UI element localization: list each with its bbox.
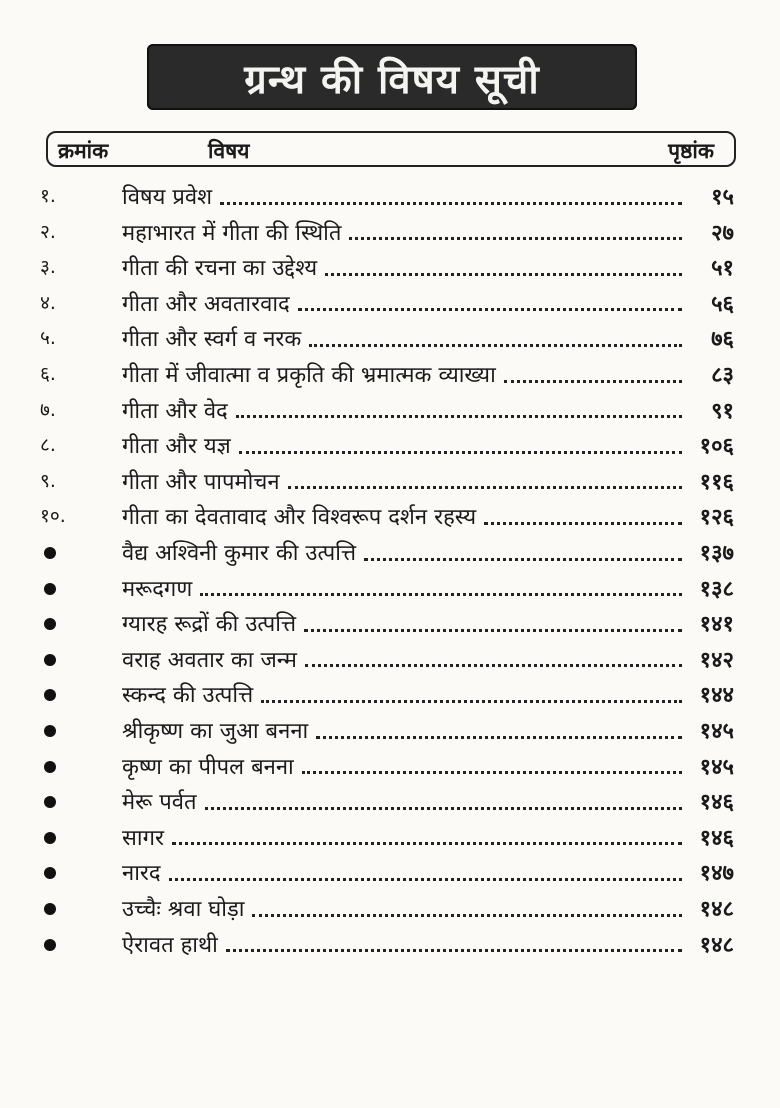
bullet-icon — [44, 903, 56, 915]
bullet-icon — [44, 618, 56, 630]
toc-row-number: २. — [40, 220, 56, 243]
bullet-icon — [44, 832, 56, 844]
toc-row-page: १४६ — [699, 825, 734, 851]
toc-row-page: १२६ — [699, 505, 734, 531]
toc-row-label: विषय प्रवेश — [122, 185, 213, 210]
toc-row[interactable] — [0, 748, 780, 784]
toc-row-page: १३७ — [699, 541, 734, 566]
bullet-icon — [44, 761, 56, 773]
toc-row[interactable] — [0, 463, 780, 499]
toc-entry — [122, 890, 734, 926]
toc-row-page: १४२ — [699, 647, 734, 673]
dot-leader — [484, 522, 682, 525]
toc-entry — [122, 427, 734, 463]
toc-row[interactable] — [0, 641, 780, 677]
toc-row-page: २७ — [711, 220, 734, 246]
toc-row-page: १३८ — [699, 576, 734, 602]
toc-row-page: १४१ — [699, 612, 734, 638]
bullet-icon — [44, 939, 56, 951]
toc-row-label: उच्चैः श्रवा घोड़ा — [122, 897, 245, 922]
toc-row-label: महाभारत में गीता की स्थिति — [122, 220, 342, 246]
dot-leader — [261, 700, 682, 703]
toc-row-label: गीता और अवतारवाद — [122, 291, 290, 317]
toc-row-label: गीता और वेद — [122, 398, 228, 424]
toc-row[interactable] — [0, 498, 780, 534]
toc-entry — [122, 819, 734, 855]
dot-leader — [304, 629, 682, 632]
header-prishthank: पृष्ठांक — [668, 139, 714, 163]
toc-row-number: ७. — [40, 398, 56, 421]
toc-entry — [122, 392, 734, 428]
dot-leader — [302, 771, 682, 774]
toc-row-number: ५. — [40, 327, 56, 350]
toc-row-label: श्रीकृष्ण का जुआ बनना — [122, 719, 309, 744]
toc-entry — [122, 285, 734, 321]
toc-row[interactable] — [0, 890, 780, 926]
toc-row-page: ९१ — [711, 398, 734, 424]
toc-row-page: १४८ — [699, 932, 734, 958]
toc-row-number: १. — [40, 185, 56, 207]
dot-leader — [220, 202, 682, 205]
toc-row-label: स्कन्द की उत्पत्ति — [122, 683, 254, 709]
dot-leader — [172, 842, 682, 845]
toc-entry — [122, 641, 734, 677]
toc-entry — [122, 463, 734, 499]
toc-row[interactable] — [0, 285, 780, 321]
toc-row[interactable] — [0, 534, 780, 570]
page-title: ग्रन्थ की विषय सूची — [244, 56, 540, 103]
toc-entry — [122, 926, 734, 962]
title-banner — [147, 44, 637, 110]
toc-row[interactable] — [0, 214, 780, 250]
header-vishay: विषय — [208, 139, 250, 163]
toc-entry — [122, 214, 734, 250]
toc-row-label: गीता और पापमोचन — [122, 469, 280, 495]
bullet-icon — [44, 689, 56, 701]
toc-row-page: १४५ — [699, 754, 734, 780]
toc-row-label: गीता और स्वर्ग व नरक — [122, 327, 302, 353]
toc-entry — [122, 570, 734, 606]
toc-row-page: १०६ — [699, 434, 734, 460]
toc-entry — [122, 498, 734, 534]
toc-row-page: १४५ — [699, 719, 734, 744]
toc-row-label: गीता और यज्ञ — [122, 434, 231, 460]
toc-entry — [122, 676, 734, 712]
toc-row-label: गीता की रचना का उद्देश्य — [122, 256, 318, 282]
toc-row-label: ग्यारह रूद्रों की उत्पत्ति — [122, 612, 297, 638]
header-kramank: क्रमांक — [58, 139, 109, 163]
toc-entry — [122, 356, 734, 392]
toc-entry — [122, 178, 734, 214]
dot-leader — [169, 878, 682, 881]
toc-row-page: १५ — [711, 185, 734, 210]
toc-row[interactable] — [0, 854, 780, 890]
toc-row-label: कृष्ण का पीपल बनना — [122, 754, 294, 780]
toc-row-label: वैद्य अश्विनी कुमार की उत्पत्ति — [122, 541, 357, 566]
toc-row-number: ६. — [40, 363, 56, 385]
dot-leader — [349, 237, 682, 240]
toc-entry — [122, 249, 734, 285]
toc-row-page: १४७ — [699, 861, 734, 887]
toc-row[interactable] — [0, 712, 780, 748]
toc-row-label: मरूदगण — [122, 576, 193, 602]
toc-row[interactable] — [0, 178, 780, 214]
toc-row-page: ५१ — [711, 256, 734, 282]
bullet-icon — [44, 867, 56, 879]
toc-row-label: वराह अवतार का जन्म — [122, 647, 297, 673]
toc-row[interactable] — [0, 320, 780, 356]
toc-entry — [122, 320, 734, 356]
toc-row-number: ९. — [40, 469, 56, 492]
toc-row-page: ८३ — [711, 363, 734, 388]
dot-leader — [298, 308, 682, 311]
toc-entry — [122, 783, 734, 819]
dot-leader — [252, 914, 682, 917]
dot-leader — [316, 736, 682, 739]
dot-leader — [305, 664, 682, 667]
toc-row-page: ११६ — [699, 469, 734, 495]
toc-row[interactable] — [0, 783, 780, 819]
toc-row-label: गीता का देवतावाद और विश्वरूप दर्शन रहस्य — [122, 505, 477, 531]
toc-row[interactable] — [0, 249, 780, 285]
toc-row-number: ८. — [40, 434, 56, 457]
toc-header — [46, 131, 736, 167]
toc-entry — [122, 748, 734, 784]
toc-row[interactable] — [0, 427, 780, 463]
bullet-icon — [44, 725, 56, 737]
toc-entry — [122, 605, 734, 641]
toc-row[interactable] — [0, 605, 780, 641]
toc-row-page: ७६ — [711, 327, 734, 353]
toc-row-label: गीता में जीवात्मा व प्रकृति की भ्रमात्मक व्याख्या — [122, 363, 496, 388]
toc-row[interactable] — [0, 819, 780, 855]
toc-row-page: १४४ — [699, 683, 734, 709]
toc-row-label: मेरू पर्वत — [122, 790, 197, 816]
dot-leader — [288, 486, 682, 489]
dot-leader — [364, 558, 682, 561]
toc-row[interactable] — [0, 392, 780, 428]
dot-leader — [226, 949, 682, 952]
toc-row[interactable] — [0, 356, 780, 392]
toc-row[interactable] — [0, 676, 780, 712]
toc-row-number: १०. — [40, 505, 66, 528]
toc-row-page: १४६ — [699, 790, 734, 816]
toc-row-page: १४८ — [699, 897, 734, 922]
toc-row-label: नारद — [122, 861, 161, 887]
toc-row[interactable] — [0, 926, 780, 962]
dot-leader — [309, 344, 682, 347]
toc-row[interactable] — [0, 570, 780, 606]
toc-row-label: ऐरावत हाथी — [122, 932, 218, 958]
toc-entry — [122, 534, 734, 570]
toc-row-number: ४. — [40, 291, 56, 314]
dot-leader — [236, 415, 682, 418]
toc-row-page: ५६ — [711, 291, 734, 317]
toc-row-label: सागर — [122, 825, 164, 851]
toc-entry — [122, 712, 734, 748]
bullet-icon — [44, 547, 56, 559]
dot-leader — [200, 593, 682, 596]
toc-row-number: ३. — [40, 256, 56, 279]
dot-leader — [205, 807, 682, 810]
dot-leader — [504, 380, 682, 383]
dot-leader — [325, 273, 682, 276]
bullet-icon — [44, 583, 56, 595]
bullet-icon — [44, 654, 56, 666]
dot-leader — [239, 451, 682, 454]
toc-entry — [122, 854, 734, 890]
bullet-icon — [44, 796, 56, 808]
